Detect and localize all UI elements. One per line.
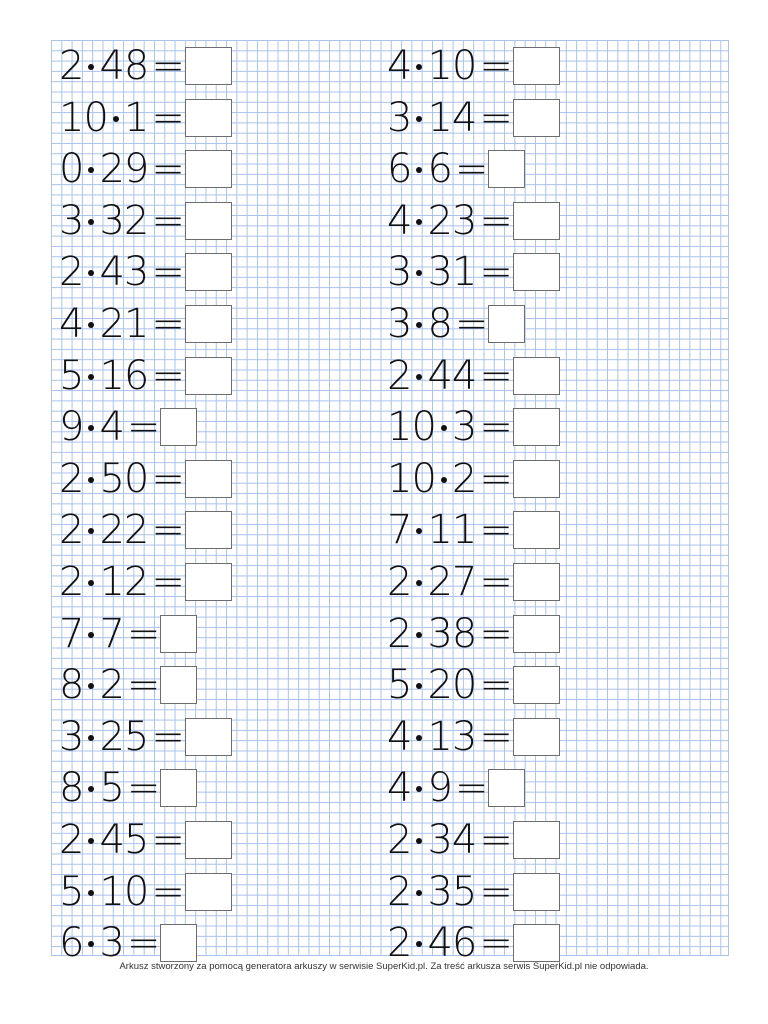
factor-left: 5 xyxy=(59,352,84,399)
answer-box[interactable] xyxy=(160,769,197,807)
factor-left: 2 xyxy=(387,920,412,967)
equals-sign: = xyxy=(479,43,512,89)
equation-row xyxy=(59,866,232,918)
factor-left: 5 xyxy=(387,662,412,709)
factor-right: 25 xyxy=(99,713,149,760)
answer-box[interactable] xyxy=(185,511,232,549)
factor-right: 32 xyxy=(99,197,149,244)
multiply-dot-icon xyxy=(416,374,422,380)
equals-sign: = xyxy=(479,817,512,863)
equals-sign: = xyxy=(151,146,184,193)
answer-box[interactable] xyxy=(513,873,560,911)
equation-row xyxy=(387,195,560,247)
multiply-dot-icon xyxy=(416,167,422,173)
factor-left: 10 xyxy=(59,94,108,141)
factor-left: 2 xyxy=(387,559,412,605)
answer-box[interactable] xyxy=(513,924,560,962)
equation-row xyxy=(387,246,560,298)
factor-left: 2 xyxy=(59,249,84,296)
answer-box[interactable] xyxy=(513,357,560,395)
factor-right: 11 xyxy=(427,507,477,554)
footer-note: Arkusz stworzony za pomocą generatora arkuszy w serwisie SuperKid.pl. Za treść arkusza serwis SuperKid.pl nie odpowiada. xyxy=(119,961,649,972)
factor-left: 8 xyxy=(59,765,84,812)
answer-box[interactable] xyxy=(513,666,560,704)
equation-row xyxy=(387,453,560,505)
answer-box[interactable] xyxy=(488,769,525,807)
equation-row xyxy=(59,246,232,298)
equals-sign: = xyxy=(151,94,184,141)
answer-box[interactable] xyxy=(513,511,560,549)
equation-row xyxy=(387,556,560,608)
answer-box[interactable] xyxy=(185,718,232,756)
equals-sign: = xyxy=(479,352,512,399)
answer-box[interactable] xyxy=(513,408,560,446)
equation-row xyxy=(387,866,560,918)
equation-row xyxy=(59,711,232,763)
answer-box[interactable] xyxy=(488,150,525,188)
factor-left: 2 xyxy=(387,868,412,915)
factor-left: 6 xyxy=(387,146,412,193)
equals-sign: = xyxy=(151,249,184,296)
factor-right: 29 xyxy=(99,146,149,193)
equals-sign: = xyxy=(151,197,184,244)
answer-box[interactable] xyxy=(160,924,197,962)
factor-left: 4 xyxy=(387,197,412,244)
factor-right: 21 xyxy=(99,301,149,347)
factor-left: 4 xyxy=(387,43,412,89)
multiply-dot-icon xyxy=(88,64,94,70)
multiply-dot-icon xyxy=(416,64,422,70)
equals-sign: = xyxy=(126,610,160,657)
answer-box[interactable] xyxy=(185,253,232,291)
answer-box[interactable] xyxy=(160,666,197,704)
equals-sign: = xyxy=(126,920,160,967)
multiply-dot-icon xyxy=(88,683,94,689)
multiply-dot-icon xyxy=(88,425,94,431)
factor-right: 10 xyxy=(99,868,149,915)
factor-right: 16 xyxy=(99,352,149,399)
multiply-dot-icon xyxy=(416,270,422,276)
equals-sign: = xyxy=(454,765,488,812)
multiply-dot-icon xyxy=(416,219,422,225)
factor-right: 9 xyxy=(427,765,452,812)
equals-sign: = xyxy=(151,507,184,554)
factor-right: 7 xyxy=(99,610,124,657)
factor-right: 43 xyxy=(99,249,149,296)
equation-row xyxy=(387,350,560,402)
factor-right: 13 xyxy=(427,713,477,760)
answer-box[interactable] xyxy=(185,821,232,859)
answer-box[interactable] xyxy=(513,563,560,601)
equation-row xyxy=(387,504,560,556)
answer-box[interactable] xyxy=(185,305,232,343)
equation-row xyxy=(387,298,525,350)
multiply-dot-icon xyxy=(88,322,94,328)
factor-right: 27 xyxy=(427,559,477,605)
multiply-dot-icon xyxy=(416,838,422,844)
equals-sign: = xyxy=(479,662,512,709)
equation-row xyxy=(59,659,197,711)
equals-sign: = xyxy=(479,868,512,915)
equals-sign: = xyxy=(479,94,512,141)
factor-right: 14 xyxy=(427,94,477,141)
multiply-dot-icon xyxy=(88,580,94,586)
factor-right: 20 xyxy=(427,662,477,709)
equation-row xyxy=(59,556,232,608)
equation-row xyxy=(387,608,560,660)
factor-left: 3 xyxy=(59,197,84,244)
answer-box[interactable] xyxy=(185,563,232,601)
multiply-dot-icon xyxy=(416,941,422,947)
factor-left: 10 xyxy=(387,455,436,502)
factor-left: 4 xyxy=(59,301,84,347)
equation-row xyxy=(59,762,197,814)
equals-sign: = xyxy=(479,559,512,605)
answer-box[interactable] xyxy=(185,357,232,395)
multiply-dot-icon xyxy=(88,786,94,792)
factor-right: 1 xyxy=(123,94,149,141)
factor-right: 50 xyxy=(99,455,149,502)
factor-right: 45 xyxy=(99,817,149,863)
factor-right: 38 xyxy=(427,610,477,657)
answer-box[interactable] xyxy=(513,821,560,859)
equals-sign: = xyxy=(479,455,512,502)
factor-left: 7 xyxy=(59,610,84,657)
answer-box[interactable] xyxy=(513,615,560,653)
equation-row xyxy=(387,659,560,711)
factor-left: 3 xyxy=(59,713,84,760)
multiply-dot-icon xyxy=(88,270,94,276)
multiply-dot-icon xyxy=(88,838,94,844)
equals-sign: = xyxy=(479,713,512,760)
equals-sign: = xyxy=(151,43,184,89)
equation-row xyxy=(59,195,232,247)
answer-box[interactable] xyxy=(513,47,560,85)
multiply-dot-icon xyxy=(416,580,422,586)
factor-left: 2 xyxy=(387,610,412,657)
factor-right: 48 xyxy=(99,43,149,89)
factor-right: 10 xyxy=(427,43,477,89)
equation-row xyxy=(59,814,232,866)
factor-right: 5 xyxy=(99,765,124,812)
equation-row xyxy=(387,711,560,763)
multiply-dot-icon xyxy=(416,890,422,896)
factor-left: 0 xyxy=(59,146,84,193)
factor-right: 3 xyxy=(451,404,477,451)
factor-left: 6 xyxy=(59,920,84,967)
equals-sign: = xyxy=(479,920,512,967)
multiply-dot-icon xyxy=(88,632,94,638)
factor-left: 2 xyxy=(59,817,84,863)
equation-row xyxy=(387,762,525,814)
answer-box[interactable] xyxy=(185,460,232,498)
equation-row xyxy=(59,92,232,144)
answer-box[interactable] xyxy=(513,718,560,756)
equals-sign: = xyxy=(126,404,160,451)
multiply-dot-icon xyxy=(441,477,447,483)
multiply-dot-icon xyxy=(88,374,94,380)
multiply-dot-icon xyxy=(441,425,447,431)
equals-sign: = xyxy=(479,507,512,554)
factor-right: 3 xyxy=(99,920,124,967)
equals-sign: = xyxy=(479,610,512,657)
multiply-dot-icon xyxy=(416,528,422,534)
factor-left: 4 xyxy=(387,713,412,760)
answer-box[interactable] xyxy=(185,47,232,85)
multiply-dot-icon xyxy=(88,528,94,534)
factor-left: 2 xyxy=(387,352,412,399)
multiply-dot-icon xyxy=(88,890,94,896)
equation-row xyxy=(59,143,232,195)
multiply-dot-icon xyxy=(416,683,422,689)
factor-left: 2 xyxy=(59,455,84,502)
answer-box[interactable] xyxy=(160,408,197,446)
answer-box[interactable] xyxy=(185,99,232,137)
equation-row xyxy=(59,401,197,453)
answer-box[interactable] xyxy=(185,873,232,911)
multiply-dot-icon xyxy=(88,477,94,483)
answer-box[interactable] xyxy=(513,202,560,240)
multiply-dot-icon xyxy=(416,786,422,792)
equals-sign: = xyxy=(151,301,184,347)
factor-left: 5 xyxy=(59,868,84,915)
factor-left: 2 xyxy=(59,507,84,554)
answer-box[interactable] xyxy=(185,202,232,240)
equals-sign: = xyxy=(151,352,184,399)
factor-right: 23 xyxy=(427,197,477,244)
factor-left: 2 xyxy=(387,817,412,863)
answer-box[interactable] xyxy=(488,305,525,343)
equation-row xyxy=(387,92,560,144)
factor-right: 35 xyxy=(427,868,477,915)
equation-row xyxy=(59,453,232,505)
factor-left: 4 xyxy=(387,765,412,812)
answer-box[interactable] xyxy=(513,99,560,137)
factor-left: 3 xyxy=(387,94,412,141)
factor-right: 44 xyxy=(427,352,477,399)
equation-row xyxy=(59,298,232,350)
multiply-dot-icon xyxy=(88,735,94,741)
equals-sign: = xyxy=(151,713,184,760)
equation-row xyxy=(387,40,560,92)
equals-sign: = xyxy=(126,765,160,812)
equals-sign: = xyxy=(454,146,488,193)
factor-right: 46 xyxy=(427,920,477,967)
factor-right: 12 xyxy=(99,559,149,605)
equals-sign: = xyxy=(479,404,512,451)
multiply-dot-icon xyxy=(416,116,422,122)
factor-right: 34 xyxy=(427,817,477,863)
equals-sign: = xyxy=(126,662,160,709)
factor-left: 7 xyxy=(387,507,412,554)
equation-row xyxy=(387,143,525,195)
equation-row xyxy=(59,40,232,92)
factor-right: 2 xyxy=(99,662,124,709)
multiply-dot-icon xyxy=(88,219,94,225)
equation-row xyxy=(59,608,197,660)
factor-right: 31 xyxy=(427,249,477,296)
factor-left: 2 xyxy=(59,43,84,89)
multiply-dot-icon xyxy=(88,167,94,173)
factor-right: 6 xyxy=(427,146,452,193)
factor-left: 10 xyxy=(387,404,436,451)
answer-box[interactable] xyxy=(513,460,560,498)
multiply-dot-icon xyxy=(416,322,422,328)
multiply-dot-icon xyxy=(88,941,94,947)
answer-box[interactable] xyxy=(160,615,197,653)
factor-left: 3 xyxy=(387,249,412,296)
equation-row xyxy=(59,350,232,402)
multiply-dot-icon xyxy=(113,116,119,122)
factor-left: 2 xyxy=(59,559,84,605)
equals-sign: = xyxy=(151,817,184,863)
equals-sign: = xyxy=(454,301,488,347)
answer-box[interactable] xyxy=(185,150,232,188)
equals-sign: = xyxy=(151,868,184,915)
equation-row xyxy=(387,814,560,866)
factor-left: 8 xyxy=(59,662,84,709)
answer-box[interactable] xyxy=(513,253,560,291)
multiply-dot-icon xyxy=(416,632,422,638)
factor-left: 3 xyxy=(387,301,412,347)
equals-sign: = xyxy=(151,559,184,605)
equals-sign: = xyxy=(479,197,512,244)
multiply-dot-icon xyxy=(416,735,422,741)
equation-row xyxy=(59,504,232,556)
factor-right: 2 xyxy=(451,455,477,502)
factor-right: 4 xyxy=(99,404,124,451)
equals-sign: = xyxy=(151,455,184,502)
equals-sign: = xyxy=(479,249,512,296)
factor-right: 22 xyxy=(99,507,149,554)
factor-left: 9 xyxy=(59,404,84,451)
equation-row xyxy=(387,401,560,453)
factor-right: 8 xyxy=(427,301,452,347)
